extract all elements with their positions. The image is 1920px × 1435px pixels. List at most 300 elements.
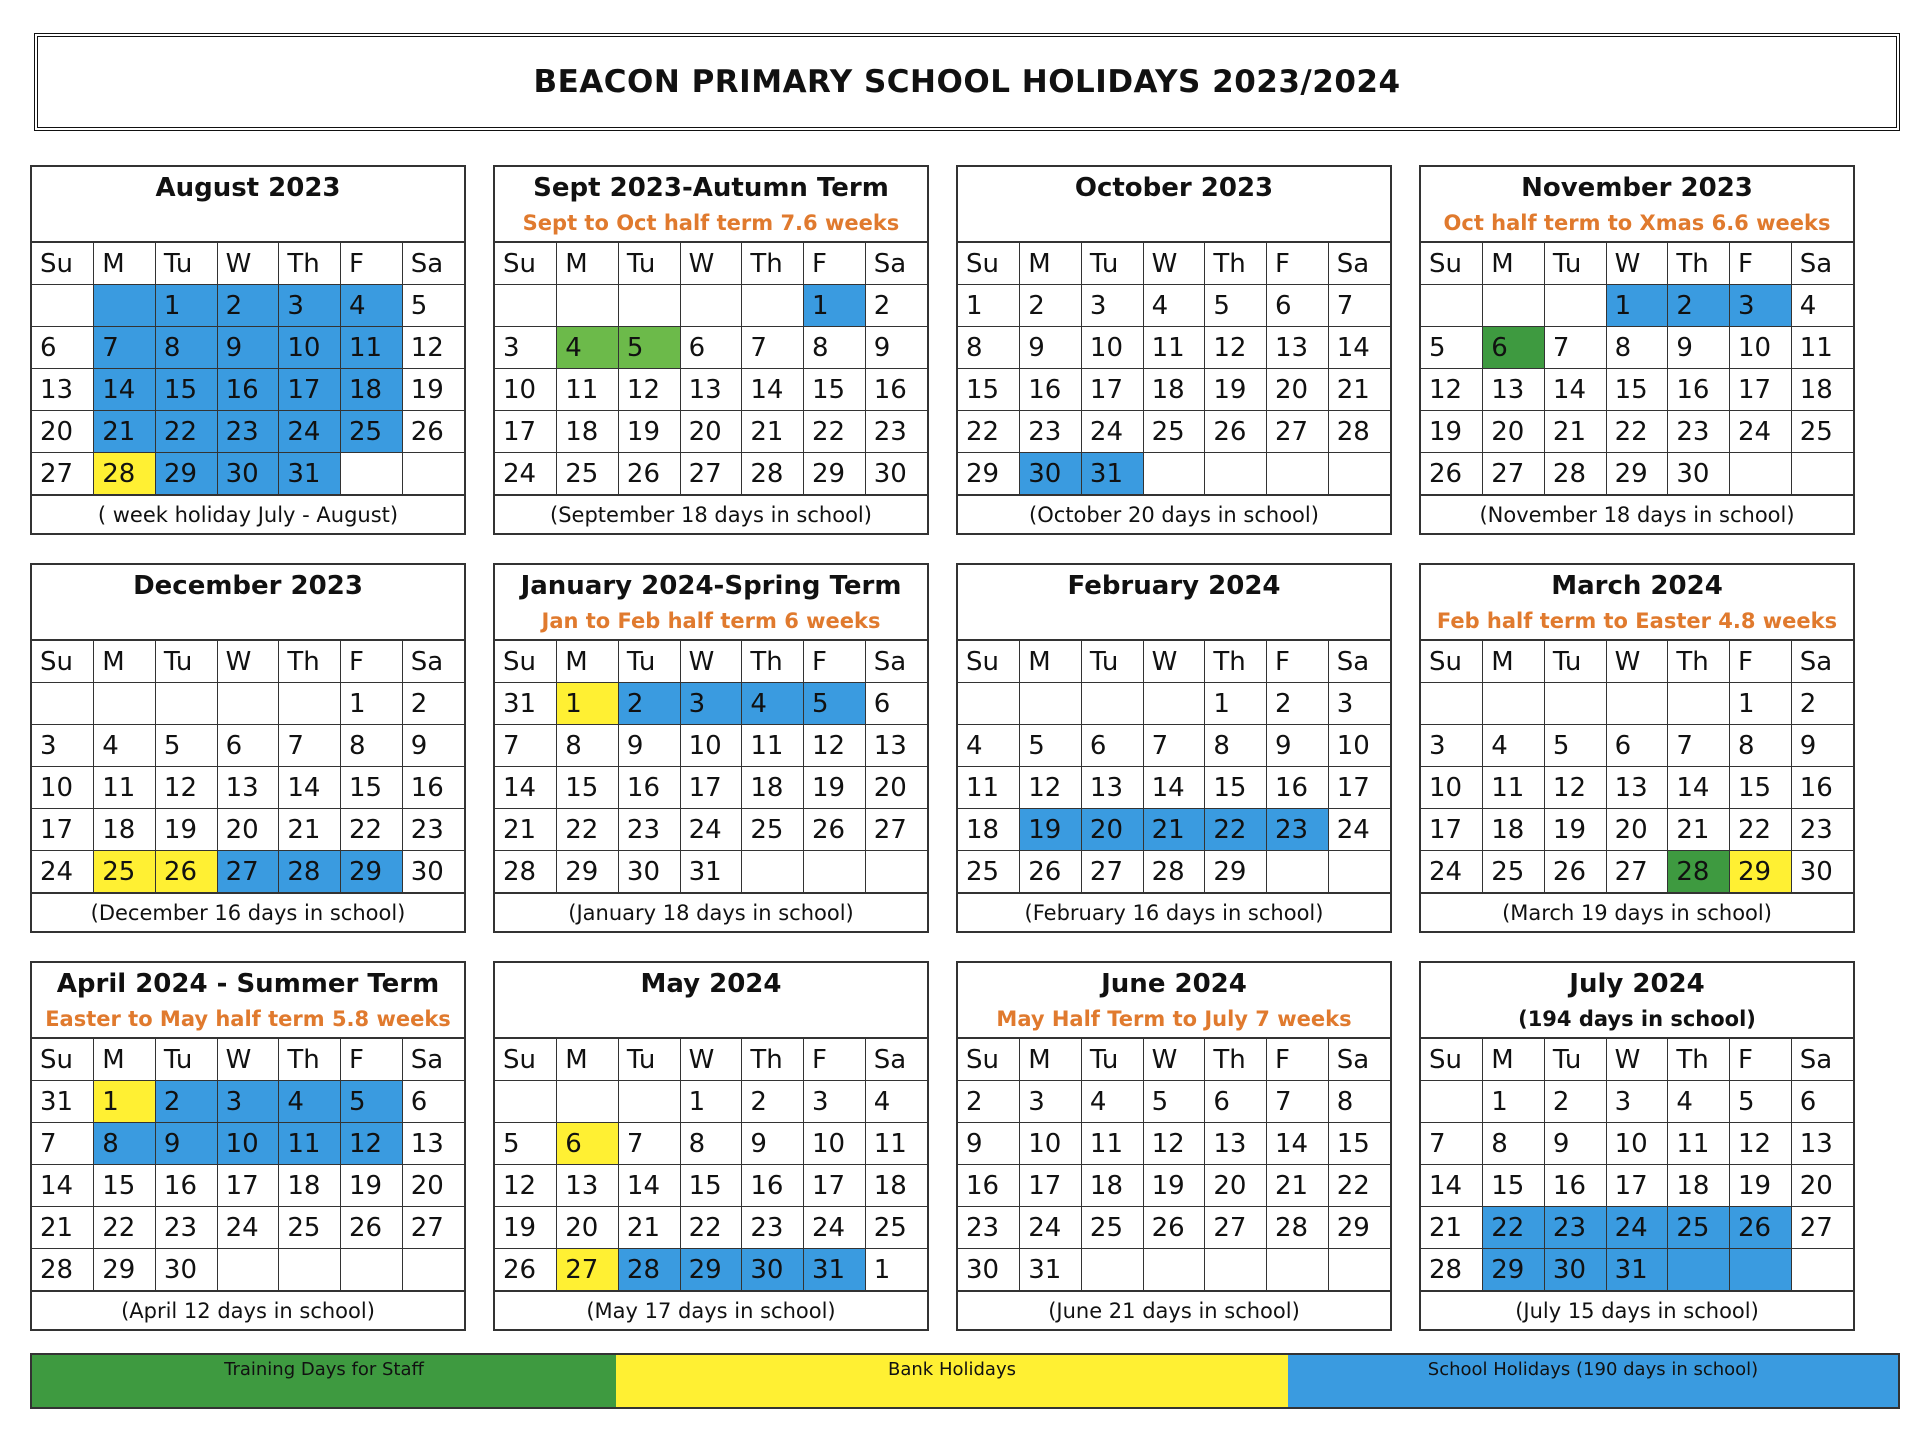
month-footer: (October 20 days in school) xyxy=(958,495,1390,534)
weekday-header: W xyxy=(217,1038,279,1081)
day-cell: 27 xyxy=(1081,851,1143,893)
day-cell: 2 xyxy=(155,1081,217,1123)
month-day-grid xyxy=(495,1037,927,1291)
day-cell: 7 xyxy=(742,327,804,369)
day-cell: 22 xyxy=(1606,411,1668,453)
day-cell: 10 xyxy=(1020,1123,1082,1165)
day-cell xyxy=(32,683,94,725)
day-cell: 3 xyxy=(1081,285,1143,327)
day-cell: 19 xyxy=(341,1165,403,1207)
week-row xyxy=(495,285,927,327)
day-cell: 31 xyxy=(1606,1249,1668,1291)
weekday-header: Tu xyxy=(618,242,680,285)
day-cell xyxy=(1267,1249,1329,1291)
day-cell: 16 xyxy=(1020,369,1082,411)
day-cell xyxy=(1730,453,1792,495)
day-cell xyxy=(618,1081,680,1123)
day-cell: 27 xyxy=(680,453,742,495)
weekday-header: Tu xyxy=(155,1038,217,1081)
day-cell: 3 xyxy=(279,285,341,327)
day-cell: 3 xyxy=(1421,725,1483,767)
day-cell: 3 xyxy=(1328,683,1390,725)
day-cell: 30 xyxy=(402,851,464,893)
day-cell xyxy=(1421,683,1483,725)
day-cell: 2 xyxy=(1791,683,1853,725)
day-cell: 23 xyxy=(618,809,680,851)
day-cell: 27 xyxy=(402,1207,464,1249)
week-row xyxy=(32,285,464,327)
day-cell: 14 xyxy=(279,767,341,809)
month-day-grid xyxy=(1421,241,1853,495)
day-cell xyxy=(865,851,927,893)
day-cell: 18 xyxy=(557,411,619,453)
week-row xyxy=(495,725,927,767)
day-cell xyxy=(1328,1249,1390,1291)
day-cell: 13 xyxy=(402,1123,464,1165)
month-calendar xyxy=(956,563,1392,933)
weekday-header: W xyxy=(1606,640,1668,683)
day-cell: 17 xyxy=(1328,767,1390,809)
day-cell xyxy=(402,453,464,495)
day-cell: 7 xyxy=(1328,285,1390,327)
day-cell: 24 xyxy=(495,453,557,495)
day-cell: 25 xyxy=(865,1207,927,1249)
week-row xyxy=(495,1081,927,1123)
week-row xyxy=(32,453,464,495)
day-cell: 8 xyxy=(341,725,403,767)
weekday-header: Sa xyxy=(865,640,927,683)
weekday-header: Tu xyxy=(155,640,217,683)
day-cell: 1 xyxy=(1205,683,1267,725)
day-cell xyxy=(742,851,804,893)
day-cell xyxy=(1205,1249,1267,1291)
day-cell: 25 xyxy=(279,1207,341,1249)
day-cell: 15 xyxy=(155,369,217,411)
day-cell: 19 xyxy=(618,411,680,453)
day-cell: 14 xyxy=(1143,767,1205,809)
weekday-header-row xyxy=(1421,640,1853,683)
week-row xyxy=(958,1123,1390,1165)
day-cell: 5 xyxy=(618,327,680,369)
day-cell: 31 xyxy=(680,851,742,893)
month-calendar xyxy=(493,961,929,1331)
day-cell: 6 xyxy=(557,1123,619,1165)
day-cell: 15 xyxy=(958,369,1020,411)
day-cell: 1 xyxy=(557,683,619,725)
weekday-header: Tu xyxy=(1081,242,1143,285)
week-row xyxy=(958,327,1390,369)
day-cell: 24 xyxy=(32,851,94,893)
day-cell: 10 xyxy=(804,1123,866,1165)
weekday-header: Tu xyxy=(618,1038,680,1081)
month-subtitle: Jan to Feb half term 6 weeks xyxy=(541,609,881,633)
day-cell: 14 xyxy=(1267,1123,1329,1165)
day-cell xyxy=(1483,683,1545,725)
weekday-header-row xyxy=(495,640,927,683)
day-cell xyxy=(1328,453,1390,495)
month-subtitle: Feb half term to Easter 4.8 weeks xyxy=(1436,609,1838,633)
day-cell: 23 xyxy=(1267,809,1329,851)
week-row xyxy=(495,1123,927,1165)
day-cell xyxy=(94,285,156,327)
day-cell: 5 xyxy=(1544,725,1606,767)
day-cell: 28 xyxy=(742,453,804,495)
day-cell: 8 xyxy=(94,1123,156,1165)
weekday-header: M xyxy=(1020,242,1082,285)
day-cell: 22 xyxy=(1730,809,1792,851)
day-cell: 6 xyxy=(402,1081,464,1123)
day-cell: 13 xyxy=(32,369,94,411)
month-title: November 2023 xyxy=(1521,173,1753,203)
week-row xyxy=(958,1081,1390,1123)
day-cell xyxy=(1606,683,1668,725)
day-cell: 16 xyxy=(865,369,927,411)
day-cell: 12 xyxy=(1544,767,1606,809)
weekday-header: Th xyxy=(1668,640,1730,683)
weekday-header: Sa xyxy=(1328,640,1390,683)
day-cell: 11 xyxy=(1081,1123,1143,1165)
day-cell: 7 xyxy=(1668,725,1730,767)
month-footer: (April 12 days in school) xyxy=(32,1291,464,1330)
day-cell: 22 xyxy=(557,809,619,851)
day-cell xyxy=(1081,683,1143,725)
day-cell: 9 xyxy=(742,1123,804,1165)
month-day-grid xyxy=(958,639,1390,893)
week-row xyxy=(32,327,464,369)
week-row xyxy=(958,851,1390,893)
day-cell: 27 xyxy=(217,851,279,893)
month-header xyxy=(958,565,1390,639)
month-day-grid xyxy=(958,241,1390,495)
day-cell: 8 xyxy=(155,327,217,369)
day-cell: 29 xyxy=(94,1249,156,1291)
day-cell: 24 xyxy=(279,411,341,453)
day-cell: 28 xyxy=(1544,453,1606,495)
day-cell: 24 xyxy=(1020,1207,1082,1249)
day-cell: 22 xyxy=(958,411,1020,453)
day-cell xyxy=(618,285,680,327)
weekday-header: F xyxy=(1267,242,1329,285)
day-cell: 15 xyxy=(1328,1123,1390,1165)
day-cell: 16 xyxy=(1267,767,1329,809)
day-cell: 9 xyxy=(958,1123,1020,1165)
day-cell: 5 xyxy=(495,1123,557,1165)
day-cell: 19 xyxy=(1421,411,1483,453)
weekday-header: F xyxy=(341,242,403,285)
month-header xyxy=(1421,963,1853,1037)
weekday-header: Th xyxy=(1668,242,1730,285)
day-cell: 10 xyxy=(1421,767,1483,809)
month-subtitle: (194 days in school) xyxy=(1518,1007,1756,1031)
day-cell xyxy=(341,453,403,495)
week-row xyxy=(495,1207,927,1249)
day-cell: 21 xyxy=(1544,411,1606,453)
month-footer: (March 19 days in school) xyxy=(1421,893,1853,932)
day-cell: 18 xyxy=(1483,809,1545,851)
day-cell: 13 xyxy=(1267,327,1329,369)
day-cell xyxy=(1544,683,1606,725)
day-cell: 2 xyxy=(1020,285,1082,327)
day-cell: 2 xyxy=(1668,285,1730,327)
month-title: December 2023 xyxy=(133,571,363,601)
day-cell: 19 xyxy=(495,1207,557,1249)
weekday-header: F xyxy=(804,1038,866,1081)
day-cell: 21 xyxy=(495,809,557,851)
day-cell xyxy=(1791,1249,1853,1291)
day-cell: 15 xyxy=(94,1165,156,1207)
day-cell xyxy=(1791,453,1853,495)
legend-school-label: School Holidays (190 days in school) xyxy=(1427,1359,1759,1380)
day-cell: 7 xyxy=(1421,1123,1483,1165)
weekday-header: W xyxy=(1143,242,1205,285)
day-cell: 14 xyxy=(1328,327,1390,369)
week-row xyxy=(958,1165,1390,1207)
weekday-header: W xyxy=(1606,1038,1668,1081)
day-cell: 15 xyxy=(1483,1165,1545,1207)
weekday-header: M xyxy=(1483,242,1545,285)
weekday-header: Sa xyxy=(1791,242,1853,285)
weekday-header: Th xyxy=(742,242,804,285)
day-cell: 7 xyxy=(94,327,156,369)
weekday-header: W xyxy=(1606,242,1668,285)
day-cell: 19 xyxy=(1020,809,1082,851)
day-cell: 4 xyxy=(742,683,804,725)
day-cell: 3 xyxy=(1730,285,1792,327)
day-cell: 21 xyxy=(1143,809,1205,851)
day-cell: 22 xyxy=(804,411,866,453)
week-row xyxy=(958,809,1390,851)
month-header xyxy=(958,167,1390,241)
day-cell: 12 xyxy=(402,327,464,369)
weekday-header: Su xyxy=(1421,1038,1483,1081)
weekday-header: Tu xyxy=(618,640,680,683)
day-cell: 7 xyxy=(1143,725,1205,767)
weekday-header: Th xyxy=(1205,242,1267,285)
weekday-header: Su xyxy=(32,640,94,683)
day-cell: 7 xyxy=(618,1123,680,1165)
day-cell: 7 xyxy=(1544,327,1606,369)
day-cell: 25 xyxy=(557,453,619,495)
day-cell: 21 xyxy=(279,809,341,851)
day-cell: 10 xyxy=(279,327,341,369)
day-cell: 14 xyxy=(1544,369,1606,411)
day-cell: 16 xyxy=(618,767,680,809)
weekday-header-row xyxy=(495,242,927,285)
day-cell: 3 xyxy=(1606,1081,1668,1123)
weekday-header: M xyxy=(1020,640,1082,683)
day-cell: 1 xyxy=(1730,683,1792,725)
month-calendar xyxy=(956,961,1392,1331)
day-cell: 9 xyxy=(1267,725,1329,767)
day-cell: 24 xyxy=(1730,411,1792,453)
month-day-grid xyxy=(32,1037,464,1291)
week-row xyxy=(958,683,1390,725)
day-cell: 26 xyxy=(1544,851,1606,893)
week-row xyxy=(495,767,927,809)
week-row xyxy=(1421,683,1853,725)
day-cell: 29 xyxy=(804,453,866,495)
day-cell: 13 xyxy=(217,767,279,809)
day-cell: 7 xyxy=(495,725,557,767)
day-cell: 6 xyxy=(1267,285,1329,327)
weekday-header: Su xyxy=(32,1038,94,1081)
day-cell xyxy=(155,683,217,725)
day-cell: 9 xyxy=(1668,327,1730,369)
day-cell: 8 xyxy=(958,327,1020,369)
month-header xyxy=(1421,565,1853,639)
day-cell: 28 xyxy=(279,851,341,893)
day-cell: 27 xyxy=(1267,411,1329,453)
month-footer: (November 18 days in school) xyxy=(1421,495,1853,534)
week-row xyxy=(32,369,464,411)
month-footer: (September 18 days in school) xyxy=(495,495,927,534)
day-cell: 31 xyxy=(495,683,557,725)
day-cell: 5 xyxy=(804,683,866,725)
weekday-header: Th xyxy=(742,640,804,683)
day-cell: 5 xyxy=(1205,285,1267,327)
day-cell: 1 xyxy=(341,683,403,725)
day-cell: 5 xyxy=(402,285,464,327)
day-cell: 10 xyxy=(495,369,557,411)
day-cell xyxy=(557,1081,619,1123)
month-day-grid xyxy=(1421,639,1853,893)
day-cell: 22 xyxy=(1483,1207,1545,1249)
day-cell: 3 xyxy=(217,1081,279,1123)
day-cell: 29 xyxy=(341,851,403,893)
month-calendar xyxy=(1419,961,1855,1331)
day-cell: 16 xyxy=(217,369,279,411)
day-cell: 2 xyxy=(1544,1081,1606,1123)
day-cell: 20 xyxy=(1267,369,1329,411)
week-row xyxy=(958,1207,1390,1249)
week-row xyxy=(1421,1207,1853,1249)
weekday-header: F xyxy=(341,640,403,683)
month-day-grid xyxy=(32,639,464,893)
weekday-header: M xyxy=(557,1038,619,1081)
day-cell: 28 xyxy=(495,851,557,893)
weekday-header: Tu xyxy=(1081,1038,1143,1081)
weekday-header: Th xyxy=(1668,1038,1730,1081)
day-cell: 16 xyxy=(958,1165,1020,1207)
day-cell: 17 xyxy=(680,767,742,809)
week-row xyxy=(1421,1123,1853,1165)
weekday-header: F xyxy=(1730,242,1792,285)
day-cell: 18 xyxy=(1668,1165,1730,1207)
day-cell xyxy=(742,285,804,327)
weekday-header: Su xyxy=(958,242,1020,285)
day-cell: 28 xyxy=(32,1249,94,1291)
day-cell: 22 xyxy=(680,1207,742,1249)
day-cell xyxy=(1143,453,1205,495)
week-row xyxy=(495,369,927,411)
month-footer: (January 18 days in school) xyxy=(495,893,927,932)
day-cell: 21 xyxy=(1267,1165,1329,1207)
day-cell: 12 xyxy=(155,767,217,809)
day-cell: 30 xyxy=(958,1249,1020,1291)
day-cell: 30 xyxy=(618,851,680,893)
week-row xyxy=(1421,725,1853,767)
day-cell: 9 xyxy=(1791,725,1853,767)
week-row xyxy=(32,1249,464,1291)
legend-training-label: Training Days for Staff xyxy=(224,1359,424,1380)
day-cell xyxy=(32,285,94,327)
day-cell: 13 xyxy=(557,1165,619,1207)
day-cell: 16 xyxy=(1668,369,1730,411)
day-cell: 18 xyxy=(279,1165,341,1207)
day-cell: 6 xyxy=(1483,327,1545,369)
day-cell: 27 xyxy=(1205,1207,1267,1249)
week-row xyxy=(958,411,1390,453)
day-cell: 12 xyxy=(1143,1123,1205,1165)
day-cell: 6 xyxy=(1606,725,1668,767)
day-cell: 8 xyxy=(680,1123,742,1165)
week-row xyxy=(1421,369,1853,411)
week-row xyxy=(32,1123,464,1165)
day-cell: 11 xyxy=(958,767,1020,809)
day-cell: 23 xyxy=(1020,411,1082,453)
day-cell: 14 xyxy=(742,369,804,411)
week-row xyxy=(1421,851,1853,893)
weekday-header: F xyxy=(1267,1038,1329,1081)
day-cell: 13 xyxy=(865,725,927,767)
month-title: Sept 2023-Autumn Term xyxy=(533,173,889,203)
week-row xyxy=(1421,453,1853,495)
week-row xyxy=(958,453,1390,495)
day-cell: 26 xyxy=(1020,851,1082,893)
weekday-header: M xyxy=(1483,640,1545,683)
day-cell: 22 xyxy=(155,411,217,453)
day-cell: 1 xyxy=(94,1081,156,1123)
day-cell: 29 xyxy=(557,851,619,893)
day-cell: 29 xyxy=(1606,453,1668,495)
day-cell: 9 xyxy=(618,725,680,767)
legend xyxy=(30,1353,1900,1409)
day-cell: 31 xyxy=(279,453,341,495)
day-cell: 8 xyxy=(1730,725,1792,767)
day-cell: 20 xyxy=(217,809,279,851)
month-footer: (December 16 days in school) xyxy=(32,893,464,932)
day-cell: 16 xyxy=(155,1165,217,1207)
day-cell: 25 xyxy=(1791,411,1853,453)
month-calendar xyxy=(1419,165,1855,535)
day-cell: 14 xyxy=(94,369,156,411)
day-cell: 28 xyxy=(94,453,156,495)
day-cell: 13 xyxy=(1483,369,1545,411)
day-cell xyxy=(495,1081,557,1123)
day-cell xyxy=(279,683,341,725)
month-day-grid xyxy=(1421,1037,1853,1291)
day-cell: 30 xyxy=(1668,453,1730,495)
day-cell xyxy=(341,1249,403,1291)
day-cell: 9 xyxy=(217,327,279,369)
day-cell: 11 xyxy=(279,1123,341,1165)
day-cell: 27 xyxy=(32,453,94,495)
day-cell: 5 xyxy=(1143,1081,1205,1123)
weekday-header: W xyxy=(1143,640,1205,683)
day-cell: 21 xyxy=(742,411,804,453)
weekday-header: M xyxy=(1483,1038,1545,1081)
day-cell: 19 xyxy=(1205,369,1267,411)
month-day-grid xyxy=(495,639,927,893)
day-cell: 26 xyxy=(341,1207,403,1249)
week-row xyxy=(495,851,927,893)
day-cell: 13 xyxy=(1081,767,1143,809)
month-header xyxy=(32,167,464,241)
month-title: August 2023 xyxy=(155,173,341,203)
day-cell: 11 xyxy=(1668,1123,1730,1165)
day-cell: 21 xyxy=(618,1207,680,1249)
day-cell: 8 xyxy=(1606,327,1668,369)
